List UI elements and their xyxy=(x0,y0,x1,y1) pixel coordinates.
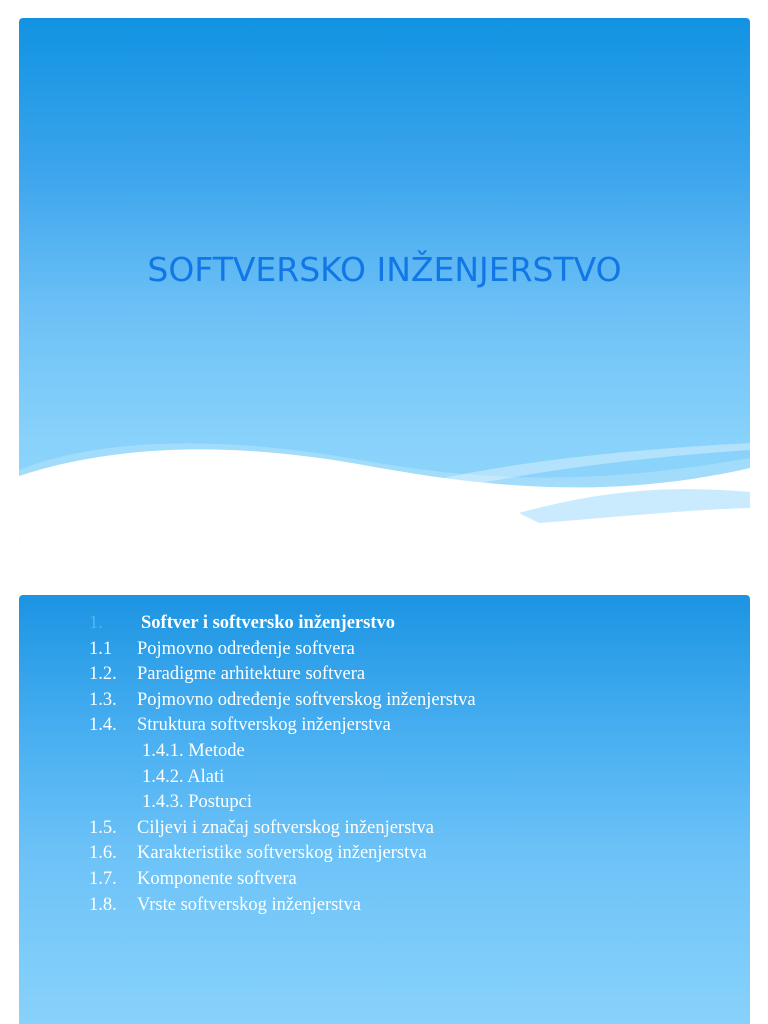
toc-slide xyxy=(19,595,750,1024)
toc-item-text: Pojmovno određenje softvera xyxy=(137,638,355,659)
toc-item-text: Karakteristike softverskog inženjerstva xyxy=(137,843,427,864)
toc-item xyxy=(89,841,476,867)
toc-item-text: 1.4.1. Metode xyxy=(142,740,245,761)
toc-item-text: 1.4.3. Postupci xyxy=(142,792,252,813)
toc-item-number: 1.3. xyxy=(89,689,117,710)
toc-item xyxy=(89,790,476,816)
toc-list xyxy=(89,611,476,918)
toc-item xyxy=(89,611,476,637)
toc-item-number: 1.6. xyxy=(89,843,117,864)
slide-title: SOFTVERSKO INŽENJERSTVO xyxy=(147,250,622,289)
toc-item-number: 1.1 xyxy=(89,638,113,659)
toc-item-number: 1.7. xyxy=(89,868,117,889)
toc-item-text: Softver i softversko inženjerstvo xyxy=(141,613,395,633)
toc-item xyxy=(89,739,476,765)
title-slide xyxy=(19,18,750,545)
toc-item xyxy=(89,816,476,842)
toc-item xyxy=(89,867,476,893)
toc-item-text: Komponente softvera xyxy=(137,868,297,889)
toc-item-text: 1.4.2. Alati xyxy=(142,766,225,787)
toc-item xyxy=(89,688,476,714)
toc-item xyxy=(89,893,476,919)
toc-item-text: Ciljevi i značaj softverskog inženjerstva xyxy=(137,817,434,838)
toc-item-number: 1.8. xyxy=(89,894,117,915)
toc-item-number: 1. xyxy=(89,613,103,633)
toc-item-text: Pojmovno određenje softverskog inženjerstva xyxy=(137,689,476,710)
toc-item-number: 1.2. xyxy=(89,664,117,685)
toc-item-text: Paradigme arhitekture softvera xyxy=(137,664,366,685)
toc-item-number: 1.4. xyxy=(89,715,117,736)
toc-item xyxy=(89,765,476,791)
toc-item-number: 1.5. xyxy=(89,817,117,838)
toc-item-text: Struktura softverskog inženjerstva xyxy=(137,715,391,736)
toc-item xyxy=(89,637,476,663)
toc-item-text: Vrste softverskog inženjerstva xyxy=(137,894,361,915)
toc-item xyxy=(89,662,476,688)
toc-item xyxy=(89,713,476,739)
